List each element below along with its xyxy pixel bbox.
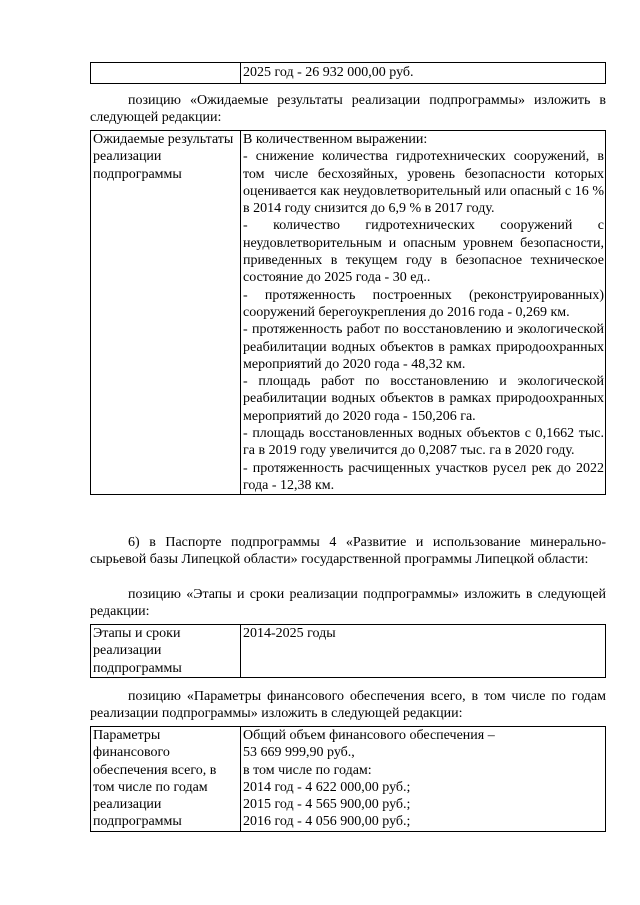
budget-table-continuation	[90, 62, 606, 84]
results-line: - количество гидротехнических сооружений с неудовлетворительным и опасным уровнем безопасности, приведенных в текущем году в безопасное техническое состояние до 2025 года - 30 ед..	[243, 218, 604, 286]
table-row	[91, 63, 606, 84]
paragraph-results-instruction: позицию «Ожидаемые результаты реализации подпрограммы» изложить в следующей редакции:	[90, 93, 606, 125]
finance-line: Общий объем финансового обеспечения –	[243, 728, 495, 743]
expected-results-table	[90, 130, 606, 495]
table-cell-label	[91, 63, 241, 84]
results-line: - площадь работ по восстановлению и экологической реабилитации водных объектов в рамках природоохранных мероприятий до 2020 года - 150,206 га.	[243, 374, 604, 424]
results-line: В количественном выражении:	[243, 132, 428, 147]
results-line: - площадь восстановленных водных объектов с 0,1662 тыс. га в 2019 году увеличится до 0,2087 тыс. га в 2020 году.	[243, 426, 604, 459]
paragraph-subprogram-4: 6) в Паспорте подпрограммы 4 «Развитие и использование минерально-сырьевой базы Липецкой области» государственной программы Липецкой области:	[90, 535, 606, 567]
results-value-cell	[241, 131, 606, 495]
finance-table	[90, 726, 606, 832]
finance-label-cell: Параметры финансового обеспечения всего, в том числе по годам реализации подпрограммы	[91, 727, 241, 832]
finance-line: 2016 год - 4 056 900,00 руб.;	[243, 814, 411, 830]
stages-label-cell: Этапы и сроки реализации подпрограммы	[91, 625, 241, 678]
finance-value-cell	[241, 727, 606, 832]
results-line: - снижение количества гидротехнических сооружений, в том числе бесхозяйных, уровень безопасности которых оценивается как неудовлетворительный или опасный с 16 % в 2014 году снизится до 6,9 % в 2017 году.	[243, 149, 604, 217]
paragraph-stages-instruction: позицию «Этапы и сроки реализации подпрограммы» изложить в следующей редакции:	[90, 587, 606, 619]
finance-line: 2015 год - 4 565 900,00 руб.;	[243, 797, 411, 813]
table-row	[91, 727, 606, 832]
results-line: - протяженность расчищенных участков русел рек до 2022 года - 12,38 км.	[243, 460, 604, 493]
finance-line: 2014 год - 4 622 000,00 руб.;	[243, 779, 411, 795]
paragraph-finance-instruction: позицию «Параметры финансового обеспечения всего, в том числе по годам реализации подпрограммы» изложить в следующей редакции:	[90, 689, 606, 721]
finance-line: 53 669 999,90 руб.,	[243, 745, 355, 761]
results-line: - протяженность работ по восстановлению и экологической реабилитации водных объектов в рамках природоохранных мероприятий до 2020 года - 48,32 км.	[243, 322, 604, 372]
results-label-cell: Ожидаемые результаты реализации подпрограммы	[91, 131, 241, 495]
stages-table	[90, 624, 606, 678]
table-cell-value: 2025 год - 26 932 000,00 руб.	[241, 63, 606, 84]
stages-value-cell: 2014-2025 годы	[241, 625, 606, 678]
table-row	[91, 625, 606, 678]
finance-line: в том числе по годам:	[243, 762, 372, 778]
results-line: - протяженность построенных (реконструированных) сооружений берегоукрепления до 2016 года - 0,269 км.	[243, 287, 604, 320]
table-row	[91, 131, 606, 495]
